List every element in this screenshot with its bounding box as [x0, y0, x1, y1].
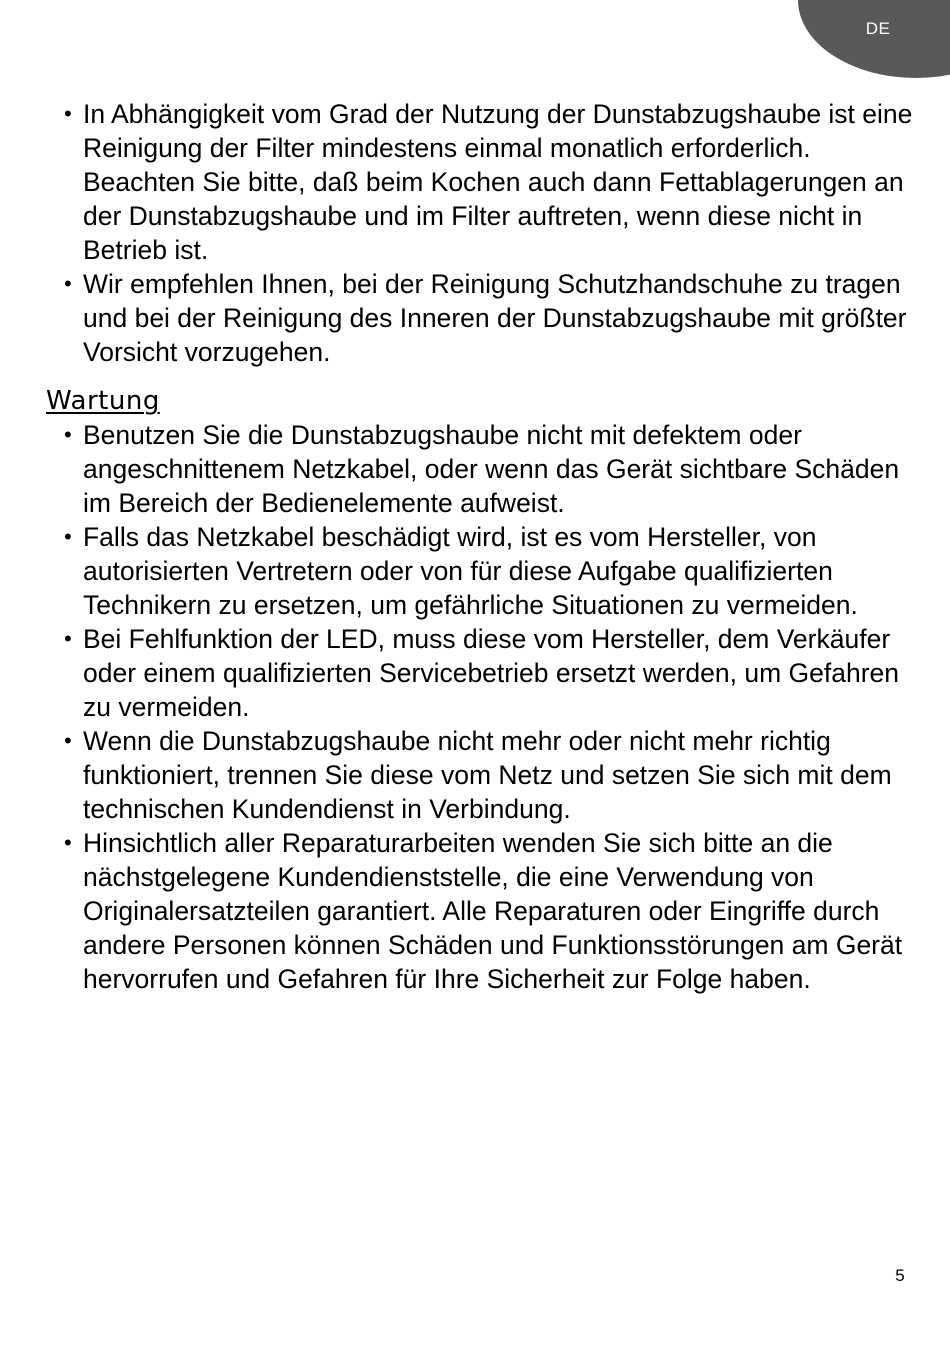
bullet-icon: •: [64, 422, 72, 447]
list-item-text: In Abhängigkeit vom Grad der Nutzung der Dunstabzugshaube ist eine Reinigung der Filter mindestens einmal monatlich erforderlich. Beachten Sie bitte, daß beim Kochen auch dann Fettablagerungen an der Dunstabzugshaube und im Filter auftreten, wenn diese nicht in Betrieb ist.: [83, 99, 913, 265]
maintenance-bullet-list: [0, 418, 950, 996]
language-label: DE: [865, 19, 891, 38]
list-item: [0, 97, 950, 267]
list-item-text: Benutzen Sie die Dunstabzugshaube nicht mit defektem oder angeschnittenem Netzkabel, oder wenn das Gerät sichtbare Schäden im Bereich der Bedienelemente aufweist.: [83, 420, 900, 518]
list-item: [0, 520, 950, 622]
list-item-text: Bei Fehlfunktion der LED, muss diese vom Hersteller, dem Verkäufer oder einem qualifizierten Servicebetrieb ersetzt werden, um Gefahren zu vermeiden.: [83, 624, 900, 722]
page-number: 5: [895, 1266, 905, 1285]
language-badge: [798, 0, 950, 78]
list-item-text: Wir empfehlen Ihnen, bei der Reinigung Schutzhandschuhe zu tragen und bei der Reinigung des Inneren der Dunstabzugshaube mit größter Vorsicht vorzugehen.: [83, 269, 907, 367]
page-content: [0, 97, 950, 996]
bullet-icon: •: [64, 524, 72, 549]
section-heading-wartung: Wartung: [46, 386, 160, 416]
list-item: [0, 267, 950, 369]
list-item: [0, 724, 950, 826]
bullet-icon: •: [64, 626, 72, 651]
cleaning-bullet-list: [0, 97, 950, 369]
list-item-text: Wenn die Dunstabzugshaube nicht mehr oder nicht mehr richtig funktioniert, trennen Sie diese vom Netz und setzen Sie sich mit dem technischen Kundendienst in Verbindung.: [83, 726, 892, 824]
bullet-icon: •: [64, 728, 72, 753]
list-item: [0, 826, 950, 996]
list-item: [0, 418, 950, 520]
list-item: [0, 622, 950, 724]
bullet-icon: •: [64, 271, 72, 296]
list-item-text: Hinsichtlich aller Reparaturarbeiten wenden Sie sich bitte an die nächstgelegene Kundendienststelle, die eine Verwendung von Originalersatzteilen garantiert. Alle Reparaturen oder Eingriffe durch andere Personen können Schäden und Funktionsstörungen am Gerät hervorrufen und Gefahren für Ihre Sicherheit zur Folge haben.: [83, 828, 903, 994]
list-item-text: Falls das Netzkabel beschädigt wird, ist es vom Hersteller, von autorisierten Vertretern oder von für diese Aufgabe qualifizierten Technikern zu ersetzen, um gefährliche Situationen zu vermeiden.: [83, 522, 858, 620]
bullet-icon: •: [64, 830, 72, 855]
bullet-icon: •: [64, 101, 72, 126]
